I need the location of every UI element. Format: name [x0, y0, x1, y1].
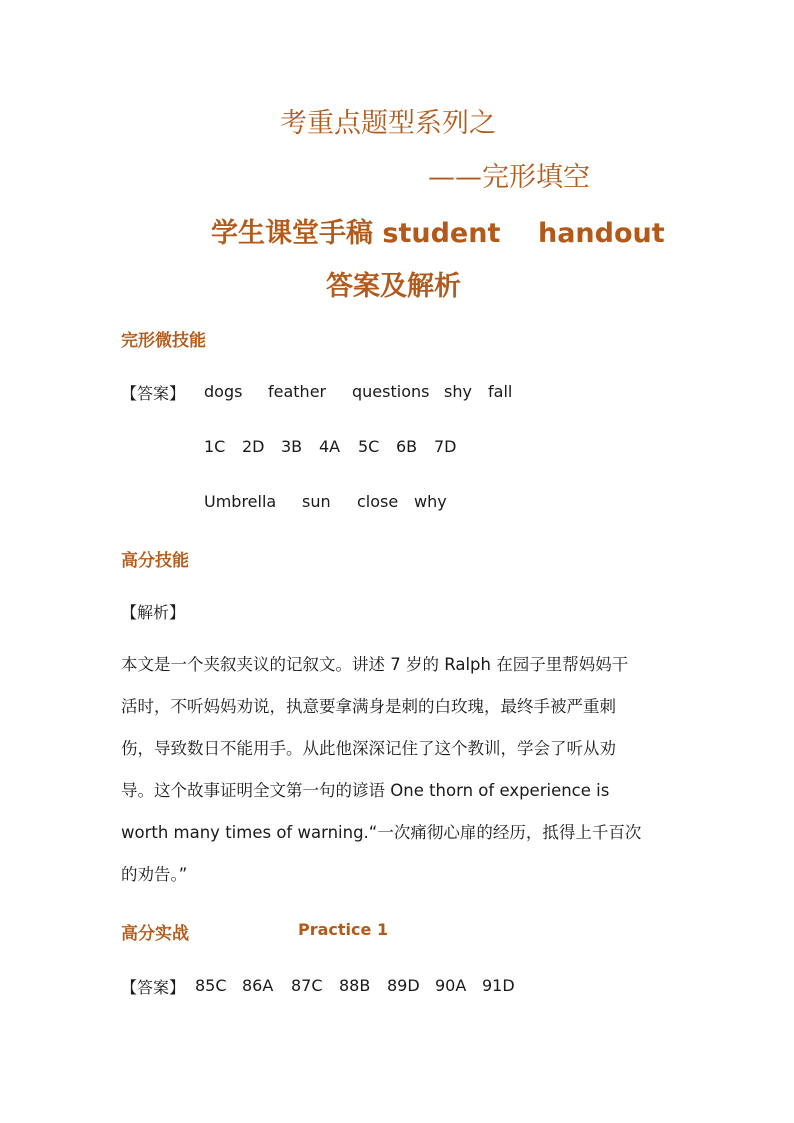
title-line-4: 答案及解析: [326, 271, 461, 302]
title-line-2: ——完形填空: [428, 162, 590, 193]
answer-choice: 4A: [319, 437, 341, 456]
answer-word: fall: [488, 382, 513, 401]
practice-answer: 88B: [339, 976, 371, 995]
paragraph-line: 伤，导致数日不能用手。从此他深深记住了这个教训，学会了听从劝: [121, 739, 616, 758]
practice-answer: 87C: [291, 976, 323, 995]
answer-choice: 3B: [281, 437, 303, 456]
title-line-1: 考重点题型系列之: [280, 108, 496, 139]
answer-word: shy: [444, 382, 472, 401]
answer-word: close: [357, 492, 399, 511]
practice-answer: 86A: [242, 976, 274, 995]
practice-answer-row: [195, 976, 515, 995]
paragraph-line: 活时，不听妈妈劝说，执意要拿满身是刺的白玫瑰，最终手被严重刺: [121, 697, 616, 716]
paragraph-line: 导。这个故事证明全文第一句的谚语 One thorn of experience is: [121, 781, 610, 800]
paragraph-line: worth many times of warning.“一次痛彻心扉的经历，抵得上千百次: [121, 823, 642, 842]
answer-word: Umbrella: [204, 492, 277, 511]
practice-label: Practice 1: [298, 920, 389, 939]
answer-row-choices: [204, 437, 457, 456]
section-heading-practice: 高分实战: [121, 924, 189, 944]
section-heading-high-score-skills: 高分技能: [121, 551, 189, 571]
practice-answer: 89D: [387, 976, 420, 995]
answer-word: sun: [302, 492, 331, 511]
paragraph-line: 本文是一个夹叙夹议的记叙文。讲述 7 岁的 Ralph 在园子里帮妈妈干: [121, 655, 629, 674]
section-heading-micro-skills: 完形微技能: [121, 331, 206, 351]
answer-row-words-2: [204, 492, 447, 511]
answer-word: dogs: [204, 382, 243, 401]
paragraph-line: 的劝告。”: [121, 865, 188, 884]
answer-choice: 6B: [396, 437, 418, 456]
answer-choice: 7D: [434, 437, 457, 456]
practice-answer: 85C: [195, 976, 227, 995]
answer-row-words: [204, 382, 512, 401]
answer-word: why: [414, 492, 447, 511]
practice-answer-label: 【答案】: [121, 978, 186, 997]
title-line-3: 学生课堂手稿 student handout: [211, 218, 665, 249]
answer-choice: 1C: [204, 437, 226, 456]
analysis-label: 【解析】: [121, 603, 186, 622]
practice-answer: 91D: [482, 976, 515, 995]
answer-choice: 2D: [242, 437, 265, 456]
answer-label: 【答案】: [121, 384, 186, 403]
analysis-paragraph: [121, 644, 677, 896]
practice-answer: 90A: [435, 976, 467, 995]
answer-choice: 5C: [358, 437, 380, 456]
answer-word: feather: [268, 382, 327, 401]
answer-word: questions: [352, 382, 430, 401]
